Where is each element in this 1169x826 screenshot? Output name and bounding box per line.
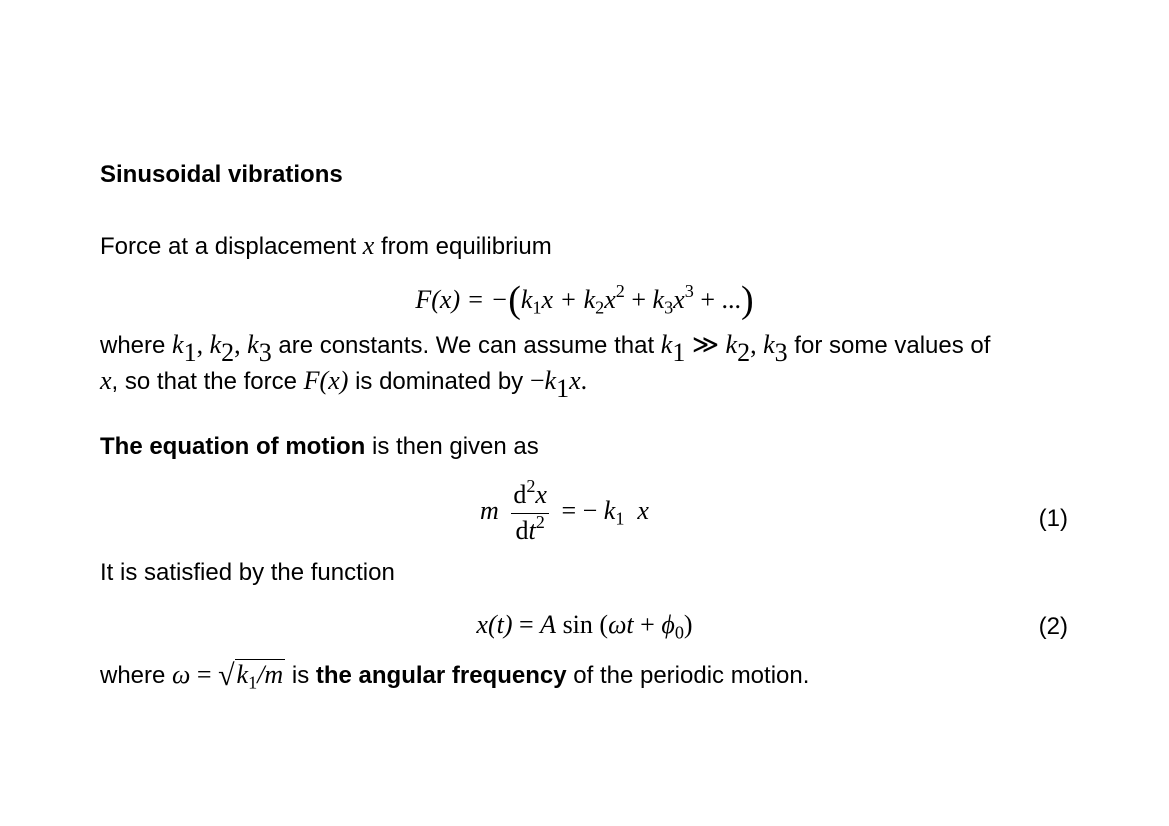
math-var: k <box>660 330 673 359</box>
math-sep: . <box>580 366 588 395</box>
math-fraction <box>511 476 549 545</box>
math-sub: 1 <box>183 337 197 367</box>
math-var: x <box>604 285 616 314</box>
sqrt-radicand <box>235 659 286 693</box>
math-var: F(x) <box>303 366 349 395</box>
math-var: ω <box>172 660 191 689</box>
math-op: + <box>624 285 653 314</box>
paragraph-satisfied: It is satisfied by the function <box>100 559 395 586</box>
math-var: k <box>652 285 665 314</box>
math-d: d <box>513 480 527 509</box>
math-var: x <box>673 285 685 314</box>
math-sep: , <box>750 330 764 359</box>
equation-1 <box>0 476 1169 545</box>
math-sub: 3 <box>664 297 674 318</box>
math-paren: ( <box>508 279 521 321</box>
math-func: sin <box>556 610 600 639</box>
math-sub: 1 <box>556 373 570 403</box>
text: where <box>100 332 173 359</box>
text: Force at a displacement <box>100 233 363 260</box>
math-op: = <box>190 660 219 689</box>
math-op: + <box>633 610 662 639</box>
math-lhs: F(x) = − <box>415 285 509 314</box>
math-paren: ) <box>683 610 693 639</box>
math-var: A <box>540 610 557 639</box>
math-var: m <box>480 496 499 526</box>
math-sub: 2 <box>221 337 235 367</box>
math-sub: 2 <box>737 337 751 367</box>
math-paren: ( <box>599 610 609 639</box>
math-var: k <box>236 660 249 689</box>
math-sub: 3 <box>774 337 788 367</box>
section-heading: Sinusoidal vibrations <box>100 161 343 188</box>
math-var: ϕ <box>661 610 675 639</box>
paragraph-force-intro <box>100 233 552 259</box>
paragraph-constants-line1 <box>100 330 991 367</box>
math-sup: 2 <box>615 281 625 302</box>
math-sub: 3 <box>258 337 272 367</box>
math-sub: 0 <box>674 622 684 643</box>
math-sup: 2 <box>535 511 545 532</box>
math-term: + ... <box>693 285 741 314</box>
math-op: − <box>529 366 545 395</box>
bold-term: The equation of motion <box>100 433 366 460</box>
math-term: x + <box>541 285 584 314</box>
text: , so that the force <box>111 368 304 395</box>
math-var: ωt <box>608 610 634 639</box>
math-var: k <box>209 330 222 359</box>
text: are constants. We can assume that <box>271 332 661 359</box>
paragraph-equation-of-motion <box>100 435 539 459</box>
math-sub: 1 <box>615 508 625 529</box>
math-lhs: x(t) <box>476 610 513 639</box>
bold-term: the angular frequency <box>315 662 567 689</box>
math-paren: ) <box>740 279 754 321</box>
math-var: k <box>520 285 533 314</box>
math-op: = − <box>554 496 604 526</box>
math-var: k <box>603 496 616 526</box>
text: where <box>100 662 173 689</box>
math-sep: , <box>234 330 248 359</box>
equation-number-2: (2) <box>1038 613 1068 640</box>
paragraph-angular-frequency <box>100 659 809 691</box>
math-var: x <box>569 366 581 395</box>
text: is <box>285 662 316 689</box>
math-var: x <box>100 366 112 395</box>
math-sep: , <box>196 330 210 359</box>
math-var: k <box>725 330 738 359</box>
sqrt-sign: √ <box>218 659 235 692</box>
math-var: x <box>637 496 649 526</box>
math-op: ≫ <box>685 330 726 359</box>
math-op: = <box>512 610 541 639</box>
equation-number-1: (1) <box>1038 505 1068 532</box>
math-sub: 1 <box>248 672 258 693</box>
math-var: /m <box>257 660 284 689</box>
text: of the periodic motion. <box>566 662 810 689</box>
math-var: k <box>763 330 775 359</box>
math-d: d <box>515 515 529 545</box>
math-sup: 2 <box>526 476 536 497</box>
text: for some values of <box>787 332 991 359</box>
math-var: k <box>247 330 259 359</box>
math-var: k <box>172 330 184 359</box>
math-sqrt <box>218 659 285 691</box>
math-sub: 1 <box>532 297 542 318</box>
fraction-denominator <box>511 511 549 546</box>
equation-force <box>0 281 1169 319</box>
math-sup: 3 <box>684 281 694 302</box>
math-var: t <box>528 515 536 545</box>
equation-2 <box>0 610 1169 643</box>
math-sub: 2 <box>595 297 605 318</box>
math-var: k <box>583 285 596 314</box>
paragraph-constants-line2 <box>100 366 588 403</box>
math-var: x <box>362 231 375 260</box>
math-var: k <box>544 366 557 395</box>
math-sub: 1 <box>672 337 686 367</box>
math-var: x <box>535 480 547 509</box>
text: is dominated by <box>348 368 530 395</box>
fraction-numerator <box>511 476 549 514</box>
text: is then given as <box>365 433 539 460</box>
text: from equilibrium <box>374 233 552 260</box>
